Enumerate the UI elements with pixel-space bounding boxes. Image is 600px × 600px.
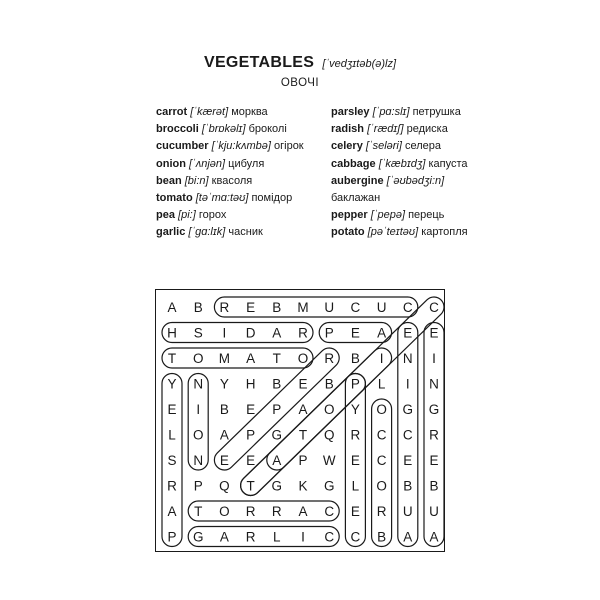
grid-letter: K — [298, 478, 308, 494]
grid-letter: W — [322, 453, 336, 468]
grid-letter: U — [324, 300, 335, 315]
grid-letter: A — [403, 529, 413, 545]
vocab-entry — [331, 207, 468, 224]
grid-letter: S — [167, 453, 177, 468]
grid-letter: U — [429, 504, 439, 519]
grid-letter: B — [272, 300, 282, 315]
grid-letter: E — [167, 402, 177, 417]
vocab-entry — [156, 173, 304, 190]
vocab-entry — [156, 156, 304, 173]
vocab-word: garlic — [156, 226, 186, 239]
vocab-translation: петрушка — [412, 106, 461, 118]
grid-letter: R — [376, 504, 387, 519]
vocab-word: pea — [156, 209, 175, 222]
grid-letter: G — [402, 402, 414, 417]
grid-letter: R — [219, 300, 230, 315]
vocab-transcription: [təˈmɑ:təʊ] — [195, 192, 249, 205]
vocab-transcription: [ˈpɑ:slɪ] — [372, 106, 410, 118]
grid-letter: P — [298, 453, 308, 468]
grid-letter: I — [432, 351, 436, 366]
grid-letter: A — [167, 504, 177, 519]
grid-letter: G — [323, 478, 335, 494]
grid-letter: Q — [219, 478, 230, 494]
vocab-entry — [331, 104, 468, 121]
vocab-transcription: [ˈrædɪʃ] — [367, 123, 404, 136]
grid-letter: C — [350, 529, 361, 545]
grid-letter: G — [192, 529, 204, 545]
grid-letter: P — [246, 427, 256, 443]
vocab-transcription: [ˈkju:kʌmbə] — [211, 140, 271, 153]
grid-letter: O — [323, 402, 335, 417]
vocab-entry — [156, 104, 304, 121]
vocab-entry — [156, 190, 304, 207]
found-word-outline — [162, 348, 313, 368]
grid-letter: C — [376, 427, 387, 443]
grid-letter: Y — [350, 402, 360, 417]
grid-letter: R — [350, 427, 361, 443]
grid-letter: O — [219, 504, 230, 519]
grid-letter: A — [246, 351, 256, 366]
word-search-grid — [156, 290, 446, 553]
vocab-translation: броколі — [248, 123, 287, 136]
vocab-transcription: [pi:] — [178, 209, 196, 222]
grid-letter: A — [298, 504, 308, 519]
grid-letter: E — [350, 504, 360, 519]
vocab-entry — [156, 138, 304, 155]
vocab-word: aubergine — [331, 174, 384, 187]
grid-letter: B — [193, 300, 203, 315]
grid-letter: H — [167, 325, 177, 341]
vocab-transcription: [pəˈteɪtəʊ] — [367, 226, 419, 239]
grid-letter: B — [403, 478, 413, 494]
vocab-translation: перець — [408, 209, 445, 222]
grid-letter: E — [246, 453, 256, 468]
grid-letter: E — [403, 325, 413, 341]
grid-letter: E — [246, 300, 256, 315]
grid-letter: G — [271, 427, 283, 443]
grid-letter: E — [298, 376, 308, 392]
grid-letter: O — [192, 427, 204, 443]
grid-letter: L — [351, 478, 360, 494]
vocab-word: radish — [331, 123, 365, 136]
grid-letter: T — [167, 351, 177, 366]
grid-letter: R — [429, 427, 439, 443]
grid-letter: R — [245, 529, 256, 545]
vocab-word: cabbage — [331, 157, 376, 170]
grid-letter: N — [402, 351, 413, 366]
page-title: VEGETABLES — [203, 54, 315, 71]
vocab-word: cucumber — [156, 140, 209, 153]
grid-letter: I — [222, 325, 227, 341]
vocab-transcription: [ˈgɑ:lɪk] — [188, 226, 226, 239]
grid-letter: E — [429, 453, 439, 468]
grid-letter: E — [219, 453, 229, 468]
grid-letter: A — [377, 325, 387, 341]
grid-letter: B — [377, 529, 387, 545]
grid-letter: T — [298, 427, 308, 443]
grid-letter: G — [271, 478, 283, 494]
grid-letter: M — [297, 300, 309, 315]
grid-letter: N — [193, 376, 204, 392]
grid-letter: B — [219, 402, 229, 417]
word-search-puzzle — [155, 289, 445, 552]
grid-letter: B — [324, 376, 334, 392]
grid-letter: S — [193, 325, 203, 341]
grid-letter: B — [429, 478, 439, 494]
grid-letter: G — [428, 402, 440, 417]
found-word-outline — [372, 399, 392, 547]
grid-letter: P — [167, 529, 177, 545]
grid-letter: D — [245, 325, 256, 341]
vocab-word: parsley — [331, 106, 370, 118]
grid-letter: H — [245, 376, 256, 392]
grid-letter: L — [168, 427, 176, 443]
grid-letter: P — [193, 478, 203, 494]
grid-letter: I — [196, 402, 201, 417]
grid-letter: O — [376, 402, 387, 417]
grid-letter: T — [194, 504, 203, 519]
grid-letter: N — [429, 376, 439, 392]
grid-letter: R — [245, 504, 256, 519]
grid-letter: Y — [219, 376, 229, 392]
vocab-transcription: [ˈʌnjən] — [189, 157, 226, 170]
found-word-outline — [188, 501, 339, 521]
vocab-word: bean — [156, 174, 182, 187]
grid-letter: A — [219, 427, 229, 443]
page-subtitle: ОВОЧІ — [280, 77, 320, 89]
grid-letter: M — [218, 351, 231, 366]
grid-letter: P — [272, 402, 282, 417]
grid-letter: C — [402, 427, 413, 443]
vocab-translation: баклажан — [331, 192, 381, 205]
grid-letter: T — [272, 351, 281, 366]
vocab-entry — [331, 138, 468, 155]
grid-letter: P — [324, 325, 334, 341]
vocab-word: broccoli — [156, 123, 199, 136]
grid-letter: R — [167, 478, 177, 494]
grid-letter: C — [429, 300, 439, 315]
grid-letter: R — [298, 325, 308, 341]
vocab-entry-continuation — [331, 190, 468, 207]
vocab-word: onion — [156, 157, 186, 170]
grid-letter: E — [429, 325, 439, 341]
grid-letter: C — [376, 453, 387, 468]
vocabulary-right-column — [331, 104, 468, 242]
grid-letter: E — [350, 325, 360, 341]
vocab-word: tomato — [156, 192, 193, 205]
grid-letter: L — [273, 529, 281, 545]
vocab-entry — [331, 224, 468, 241]
title-transcription: [ˈvedʒɪtəb(ə)lz] — [322, 58, 397, 70]
grid-letter: I — [379, 351, 384, 366]
found-word-outline — [214, 297, 417, 317]
vocab-word: carrot — [156, 106, 188, 118]
vocab-translation: селера — [405, 140, 442, 153]
title-line — [0, 54, 600, 73]
grid-letter: E — [403, 453, 413, 468]
grid-letter: A — [298, 402, 308, 417]
grid-letter: A — [167, 300, 177, 315]
grid-letter: Q — [323, 427, 335, 443]
found-word-outline — [188, 527, 339, 547]
grid-letter: U — [402, 504, 413, 519]
vocab-translation: огірок — [274, 140, 304, 153]
grid-letter: P — [350, 376, 360, 392]
grid-letter: C — [324, 529, 335, 545]
vocab-translation: горох — [198, 209, 227, 222]
vocab-word: celery — [331, 140, 363, 153]
grid-letter: C — [402, 300, 413, 315]
vocab-transcription: [ˈseləri] — [365, 140, 402, 153]
found-word-outline — [162, 323, 313, 343]
grid-letter: C — [324, 504, 335, 519]
grid-letter: A — [429, 529, 439, 545]
grid-letter: E — [246, 402, 256, 417]
vocab-translation: часник — [228, 226, 263, 239]
grid-letter: A — [219, 529, 229, 545]
grid-letter: B — [272, 376, 282, 392]
grid-letter: E — [350, 453, 360, 468]
vocab-transcription: [bi:n] — [184, 174, 209, 187]
vocab-entry — [331, 156, 468, 173]
vocab-entry — [331, 173, 468, 190]
vocab-translation: капуста — [428, 157, 468, 170]
grid-letter: O — [192, 351, 204, 366]
vocab-translation: помідор — [251, 192, 293, 205]
grid-letter: I — [301, 529, 305, 545]
grid-letter: A — [272, 325, 282, 341]
vocab-translation: морква — [231, 106, 268, 118]
vocab-translation: цибуля — [228, 157, 265, 170]
vocab-translation: редиска — [406, 123, 448, 136]
grid-letter: A — [272, 453, 282, 468]
vocab-transcription: [ˈpepə] — [370, 209, 405, 222]
vocab-entry — [156, 121, 304, 138]
grid-letter: I — [405, 376, 410, 392]
vocab-entry — [156, 224, 304, 241]
vocab-transcription: [ˈbrɒkəlɪ] — [201, 123, 246, 136]
header — [0, 54, 600, 89]
vocab-translation: квасоля — [211, 174, 253, 187]
grid-letter: C — [350, 300, 361, 315]
vocab-entry — [331, 121, 468, 138]
grid-letter: L — [377, 376, 386, 392]
grid-letter: U — [376, 300, 387, 315]
grid-letter: O — [297, 351, 309, 366]
vocabulary-left-column — [156, 104, 304, 242]
vocab-transcription: [ˈəʊbədʒi:n] — [386, 174, 445, 187]
grid-letter: B — [350, 351, 360, 366]
vocab-transcription: [ˈkærət] — [190, 106, 229, 118]
vocab-word: potato — [331, 226, 365, 239]
grid-letter: O — [376, 478, 387, 494]
vocab-translation: картопля — [421, 226, 468, 239]
vocab-entry — [156, 207, 304, 224]
vocab-word: pepper — [331, 209, 368, 222]
vocab-transcription: [ˈkæbɪdʒ] — [378, 157, 426, 170]
grid-letter: T — [246, 478, 255, 494]
grid-letter: N — [193, 453, 204, 468]
grid-letter: R — [271, 504, 282, 519]
grid-letter: R — [324, 351, 335, 366]
grid-letter: Y — [167, 376, 177, 392]
